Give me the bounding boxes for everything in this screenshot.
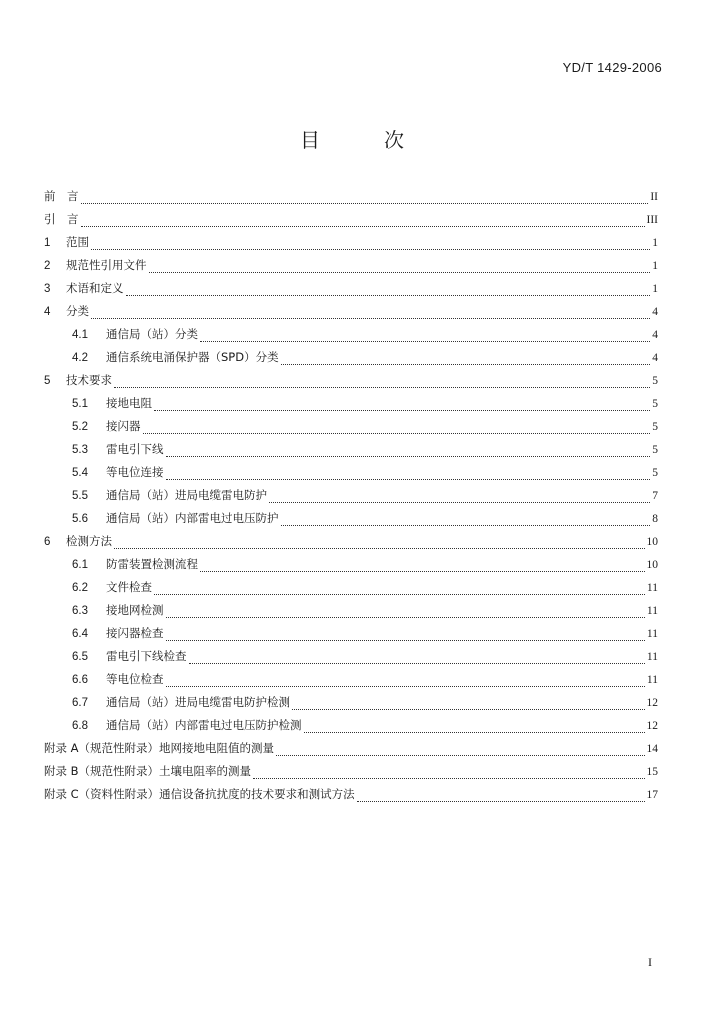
toc-entry-number: 4.1 <box>72 329 88 341</box>
toc-entry-page: 4 <box>652 329 658 341</box>
toc-entry[interactable] <box>44 188 658 211</box>
toc-entry-number: 5.4 <box>72 467 88 479</box>
toc-entry-page: III <box>646 214 658 226</box>
dot-leader <box>166 616 645 618</box>
toc-entry-label: 附录 C（资料性附录）通信设备抗扰度的技术要求和测试方法 <box>44 787 355 801</box>
dot-leader <box>126 294 651 296</box>
table-of-contents <box>44 188 658 809</box>
toc-entry[interactable] <box>44 556 658 579</box>
dot-leader <box>154 593 645 595</box>
toc-entry[interactable] <box>44 326 658 349</box>
dot-leader <box>166 685 645 687</box>
dot-leader <box>154 409 650 411</box>
toc-entry[interactable] <box>44 786 658 809</box>
toc-entry-page: 11 <box>646 582 658 594</box>
toc-entry-label: 文件检查 <box>106 580 152 594</box>
title-char-2: 次 <box>384 128 404 152</box>
toc-entry-label: 术语和定义 <box>66 281 124 295</box>
toc-entry[interactable] <box>44 418 658 441</box>
toc-entry-number: 5.5 <box>72 490 88 502</box>
toc-entry-page: 11 <box>646 674 658 686</box>
toc-entry-page: 8 <box>652 513 658 525</box>
dot-leader <box>149 271 651 273</box>
toc-entry[interactable] <box>44 740 658 763</box>
toc-entry-number: 5 <box>44 375 51 387</box>
page-title <box>0 124 704 153</box>
document-id: YD/T 1429-2006 <box>562 60 662 75</box>
toc-entry-page: 5 <box>652 398 658 410</box>
toc-entry-page: 17 <box>646 789 658 801</box>
dot-leader <box>166 639 645 641</box>
toc-entry[interactable] <box>44 395 658 418</box>
dot-leader <box>81 225 645 227</box>
toc-entry-page: 4 <box>652 306 658 318</box>
dot-leader <box>166 478 651 480</box>
toc-entry-number: 5.3 <box>72 444 88 456</box>
toc-entry-label: 通信系统电涌保护器（SPD）分类 <box>106 350 279 364</box>
toc-entry-label: 接地电阻 <box>106 396 152 410</box>
toc-entry[interactable] <box>44 579 658 602</box>
toc-entry-page: 1 <box>652 260 658 272</box>
toc-entry-number: 6.8 <box>72 720 88 732</box>
toc-entry-label: 附录 B（规范性附录）土壤电阻率的测量 <box>44 764 252 778</box>
toc-entry-label: 接闪器 <box>106 419 141 433</box>
toc-entry-number: 5.6 <box>72 513 88 525</box>
toc-entry-page: 14 <box>646 743 658 755</box>
dot-leader <box>189 662 645 664</box>
dot-leader <box>81 202 649 204</box>
toc-entry[interactable] <box>44 510 658 533</box>
toc-entry-label: 分类 <box>66 304 89 318</box>
toc-entry-page: 12 <box>646 720 658 732</box>
toc-entry[interactable] <box>44 602 658 625</box>
toc-entry-label: 通信局（站）进局电缆雷电防护 <box>106 488 267 502</box>
dot-leader <box>143 432 651 434</box>
toc-entry-label: 前 言 <box>44 189 79 203</box>
toc-entry-number: 4.2 <box>72 352 88 364</box>
toc-entry[interactable] <box>44 625 658 648</box>
toc-entry-page: 11 <box>646 651 658 663</box>
toc-entry-label: 引 言 <box>44 212 79 226</box>
toc-entry-number: 6.7 <box>72 697 88 709</box>
toc-entry-number: 6.3 <box>72 605 88 617</box>
toc-entry[interactable] <box>44 648 658 671</box>
toc-entry-number: 6 <box>44 536 51 548</box>
toc-entry-label: 规范性引用文件 <box>66 258 147 272</box>
toc-entry[interactable] <box>44 257 658 280</box>
toc-entry-page: 11 <box>646 605 658 617</box>
toc-entry[interactable] <box>44 372 658 395</box>
toc-entry-number: 2 <box>44 260 51 272</box>
page-number: I <box>648 955 652 969</box>
dot-leader <box>304 731 645 733</box>
toc-entry-page: 4 <box>652 352 658 364</box>
dot-leader <box>200 570 645 572</box>
dot-leader <box>276 754 644 756</box>
toc-entry-label: 等电位连接 <box>106 465 164 479</box>
toc-entry-label: 附录 A（规范性附录）地网接地电阻值的测量 <box>44 741 275 755</box>
toc-entry-number: 6.5 <box>72 651 88 663</box>
toc-entry-page: 1 <box>652 237 658 249</box>
toc-entry[interactable] <box>44 280 658 303</box>
toc-entry-page: 1 <box>652 283 658 295</box>
title-char-1: 目 <box>300 128 320 152</box>
toc-entry-label: 技术要求 <box>66 373 112 387</box>
toc-entry-label: 雷电引下线检查 <box>106 649 187 663</box>
toc-entry[interactable] <box>44 763 658 786</box>
dot-leader <box>253 777 644 779</box>
toc-entry[interactable] <box>44 671 658 694</box>
toc-entry[interactable] <box>44 533 658 556</box>
toc-entry-label: 检测方法 <box>66 534 112 548</box>
toc-entry-number: 1 <box>44 237 51 249</box>
toc-entry-number: 6.1 <box>72 559 88 571</box>
toc-entry-page: 5 <box>652 444 658 456</box>
toc-entry[interactable] <box>44 234 658 257</box>
toc-entry-label: 雷电引下线 <box>106 442 164 456</box>
toc-entry-label: 范围 <box>66 235 89 249</box>
toc-entry-page: 5 <box>652 375 658 387</box>
toc-entry-number: 5.2 <box>72 421 88 433</box>
toc-entry-page: 7 <box>652 490 658 502</box>
toc-entry-page: 12 <box>646 697 658 709</box>
toc-entry[interactable] <box>44 349 658 372</box>
toc-entry[interactable] <box>44 694 658 717</box>
dot-leader <box>91 248 650 250</box>
toc-entry-page: II <box>650 191 658 203</box>
toc-entry-label: 通信局（站）内部雷电过电压防护检测 <box>106 718 302 732</box>
dot-leader <box>114 547 645 549</box>
toc-entry-page: 10 <box>646 559 658 571</box>
toc-entry-page: 5 <box>652 421 658 433</box>
toc-entry-page: 11 <box>646 628 658 640</box>
toc-entry-page: 10 <box>646 536 658 548</box>
toc-entry-label: 通信局（站）分类 <box>106 327 198 341</box>
toc-entry-page: 15 <box>646 766 658 778</box>
toc-entry[interactable] <box>44 441 658 464</box>
toc-entry-number: 6.6 <box>72 674 88 686</box>
dot-leader <box>114 386 650 388</box>
toc-entry-page: 5 <box>652 467 658 479</box>
dot-leader <box>91 317 650 319</box>
toc-entry-label: 接闪器检查 <box>106 626 164 640</box>
toc-entry[interactable] <box>44 211 658 234</box>
toc-entry[interactable] <box>44 464 658 487</box>
toc-entry-label: 通信局（站）内部雷电过电压防护 <box>106 511 279 525</box>
dot-leader <box>200 340 650 342</box>
toc-entry-number: 4 <box>44 306 51 318</box>
toc-entry-label: 防雷装置检测流程 <box>106 557 198 571</box>
toc-entry[interactable] <box>44 717 658 740</box>
dot-leader <box>357 800 645 802</box>
toc-entry-label: 接地网检测 <box>106 603 164 617</box>
toc-entry[interactable] <box>44 487 658 510</box>
toc-entry[interactable] <box>44 303 658 326</box>
toc-entry-number: 5.1 <box>72 398 88 410</box>
toc-entry-number: 3 <box>44 283 51 295</box>
toc-entry-number: 6.4 <box>72 628 88 640</box>
dot-leader <box>166 455 651 457</box>
dot-leader <box>281 363 650 365</box>
toc-entry-label: 通信局（站）进局电缆雷电防护检测 <box>106 695 290 709</box>
dot-leader <box>269 501 650 503</box>
dot-leader <box>281 524 651 526</box>
toc-entry-number: 6.2 <box>72 582 88 594</box>
toc-entry-label: 等电位检查 <box>106 672 164 686</box>
dot-leader <box>292 708 645 710</box>
